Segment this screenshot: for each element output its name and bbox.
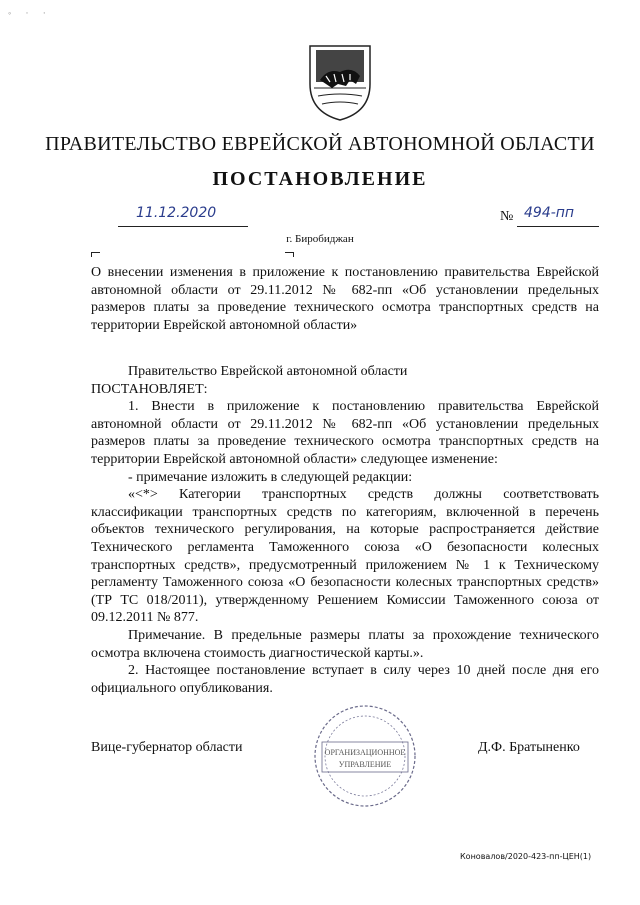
resolves-heading: ПОСТАНОВЛЯЕТ: [91,381,208,397]
signatory-name: Д.Ф. Братыненко [478,740,580,755]
intro-text: Правительство Еврейской автономной области [128,364,408,379]
scan-marks: ◦ · · [8,8,52,18]
number-sign: № [500,209,514,224]
corner-mark-left [91,252,100,257]
handwritten-number: 494-пп [524,205,575,221]
coat-of-arms-tiger-icon [302,40,378,124]
stamp-line-1: ОРГАНИЗАЦИОННОЕ [324,748,406,757]
stamp-line-2: УПРАВЛЕНИЕ [338,760,392,769]
item-1: 1. Внести в приложение к постановлению правительства Еврейской автономной области от 29.11.2012 № 682-пп «Об установлении предельных размеров платы за проведение технического осмотра транспортных средств на территории Еврейской автономной области» следующее изменение: [91,399,599,467]
document-body [91,363,599,697]
handwritten-date: 11.12.2020 [136,205,217,221]
note-paragraph: Примечание. В предельные размеры платы за прохождение технического осмотра включена стоимость диагностической карты.». [91,627,599,661]
document-subject: О внесении изменения в приложение к постановлению правительства Еврейской автономной области от 29.11.2012 № 682-пп «Об установлении предельных размеров платы за проведение технического осмотра транспортных средств на территории Еврейской автономной области» [91,265,599,333]
government-title: ПРАВИТЕЛЬСТВО ЕВРЕЙСКОЙ АВТОНОМНОЙ ОБЛАСТИ [45,133,595,155]
signatory-position: Вице-губернатор области [91,740,243,755]
official-stamp [300,700,430,810]
item-2: 2. Настоящее постановление вступает в силу через 10 дней после дня его официального опубликования. [91,663,599,696]
corner-mark-right [285,252,294,257]
city-name: г. Биробиджан [286,233,354,245]
dash-item: - примечание изложить в следующей редакции: [128,469,413,485]
document-type: ПОСТАНОВЛЕНИЕ [212,168,428,190]
quoted-note: «<*> Категории транспортных средств должны соответствовать классификации транспортных средств по категориям, включенной в перечень объектов технического регулирования, на которые распространяется действие Технического регламента Таможенного союза «О безопасности колесных транспортных средств», предусмотренный приложением № 1 к Техническому регламенту Таможенного союза «О безопасности колесных транспортных средств» (ТР ТС 018/2011), утвержденному Решением Комиссии Таможенного союза от 09.12.2011 № 877. [91,487,599,626]
footer-reference: Коновалов/2020-423-пп-ЦЕН(1) [460,852,592,861]
